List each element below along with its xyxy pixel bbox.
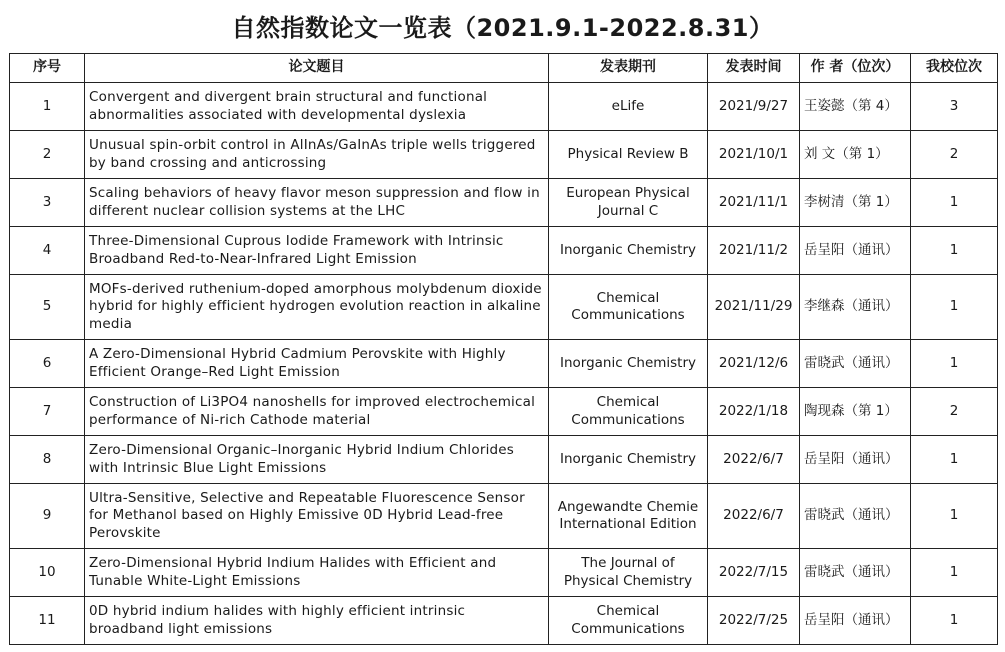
row-author: 刘 文（第 1） [800, 131, 911, 179]
row-author: 雷晓武（通讯） [800, 340, 911, 388]
row-no: 4 [10, 227, 85, 275]
header-paper-title: 论文题目 [85, 54, 549, 83]
row-paper-title: Zero-Dimensional Organic–Inorganic Hybrid Indium Chlorides with Intrinsic Blue Light Emissions [85, 436, 549, 484]
row-no: 6 [10, 340, 85, 388]
row-journal: The Journal of Physical Chemistry [549, 549, 708, 597]
page-title: 自然指数论文一览表（2021.9.1-2022.8.31） [231, 14, 774, 42]
row-date: 2021/11/29 [708, 275, 800, 340]
row-paper-title: Convergent and divergent brain structural and functional abnormalities associated with developmental dyslexia [85, 83, 549, 131]
row-author: 王姿懿（第 4） [800, 83, 911, 131]
row-date: 2021/9/27 [708, 83, 800, 131]
publication-table [9, 53, 998, 645]
row-journal: Chemical Communications [549, 388, 708, 436]
row-date: 2021/11/1 [708, 179, 800, 227]
table-row [10, 83, 998, 131]
row-author: 岳呈阳（通讯） [800, 436, 911, 484]
row-rank: 1 [911, 549, 998, 597]
row-rank: 1 [911, 340, 998, 388]
header-author: 作 者（位次） [800, 54, 911, 83]
row-date: 2022/7/15 [708, 549, 800, 597]
table-row [10, 275, 998, 340]
row-no: 11 [10, 597, 85, 645]
row-no: 5 [10, 275, 85, 340]
row-journal: Physical Review B [549, 131, 708, 179]
header-date: 发表时间 [708, 54, 800, 83]
row-date: 2021/12/6 [708, 340, 800, 388]
header-no: 序号 [10, 54, 85, 83]
row-journal: Chemical Communications [549, 597, 708, 645]
row-paper-title: Ultra-Sensitive, Selective and Repeatable Fluorescence Sensor for Methanol based on Highly Emissive 0D Hybrid Lead-free Perovskite [85, 484, 549, 549]
table-row [10, 227, 998, 275]
table-header-row [10, 54, 998, 83]
row-author: 李树清（第 1） [800, 179, 911, 227]
row-no: 3 [10, 179, 85, 227]
row-author: 岳呈阳（通讯） [800, 597, 911, 645]
table-row [10, 597, 998, 645]
table-row [10, 179, 998, 227]
row-author: 雷晓武（通讯） [800, 549, 911, 597]
row-date: 2022/1/18 [708, 388, 800, 436]
row-rank: 2 [911, 388, 998, 436]
table-row [10, 484, 998, 549]
row-author: 李继森（通讯） [800, 275, 911, 340]
row-journal: European Physical Journal C [549, 179, 708, 227]
header-journal: 发表期刊 [549, 54, 708, 83]
row-no: 8 [10, 436, 85, 484]
row-rank: 3 [911, 83, 998, 131]
row-no: 9 [10, 484, 85, 549]
row-date: 2021/11/2 [708, 227, 800, 275]
row-paper-title: Unusual spin-orbit control in AlInAs/GaInAs triple wells triggered by band crossing and anticrossing [85, 131, 549, 179]
row-journal: Angewandte Chemie International Edition [549, 484, 708, 549]
row-no: 7 [10, 388, 85, 436]
row-rank: 1 [911, 227, 998, 275]
row-paper-title: Scaling behaviors of heavy flavor meson suppression and flow in different nuclear collision systems at the LHC [85, 179, 549, 227]
row-rank: 2 [911, 131, 998, 179]
row-paper-title: Zero-Dimensional Hybrid Indium Halides with Efficient and Tunable White-Light Emissions [85, 549, 549, 597]
row-author: 岳呈阳（通讯） [800, 227, 911, 275]
table-row [10, 340, 998, 388]
table-row [10, 436, 998, 484]
row-journal: eLife [549, 83, 708, 131]
row-paper-title: 0D hybrid indium halides with highly efficient intrinsic broadband light emissions [85, 597, 549, 645]
row-rank: 1 [911, 275, 998, 340]
row-date: 2022/7/25 [708, 597, 800, 645]
row-no: 10 [10, 549, 85, 597]
row-no: 1 [10, 83, 85, 131]
table-row [10, 549, 998, 597]
row-paper-title: A Zero-Dimensional Hybrid Cadmium Perovskite with Highly Efficient Orange–Red Light Emission [85, 340, 549, 388]
row-rank: 1 [911, 597, 998, 645]
header-rank: 我校位次 [911, 54, 998, 83]
table-row [10, 388, 998, 436]
row-rank: 1 [911, 179, 998, 227]
row-author: 陶现森（第 1） [800, 388, 911, 436]
row-journal: Inorganic Chemistry [549, 227, 708, 275]
row-journal: Chemical Communications [549, 275, 708, 340]
table-row [10, 131, 998, 179]
row-rank: 1 [911, 484, 998, 549]
row-no: 2 [10, 131, 85, 179]
row-date: 2022/6/7 [708, 436, 800, 484]
row-journal: Inorganic Chemistry [549, 436, 708, 484]
row-rank: 1 [911, 436, 998, 484]
row-paper-title: Three-Dimensional Cuprous Iodide Framework with Intrinsic Broadband Red-to-Near-Infrared Light Emission [85, 227, 549, 275]
row-paper-title: MOFs-derived ruthenium-doped amorphous molybdenum dioxide hybrid for highly efficient hydrogen evolution reaction in alkaline media [85, 275, 549, 340]
row-date: 2022/6/7 [708, 484, 800, 549]
row-author: 雷晓武（通讯） [800, 484, 911, 549]
row-paper-title: Construction of Li3PO4 nanoshells for improved electrochemical performance of Ni-rich Cathode material [85, 388, 549, 436]
row-date: 2021/10/1 [708, 131, 800, 179]
row-journal: Inorganic Chemistry [549, 340, 708, 388]
